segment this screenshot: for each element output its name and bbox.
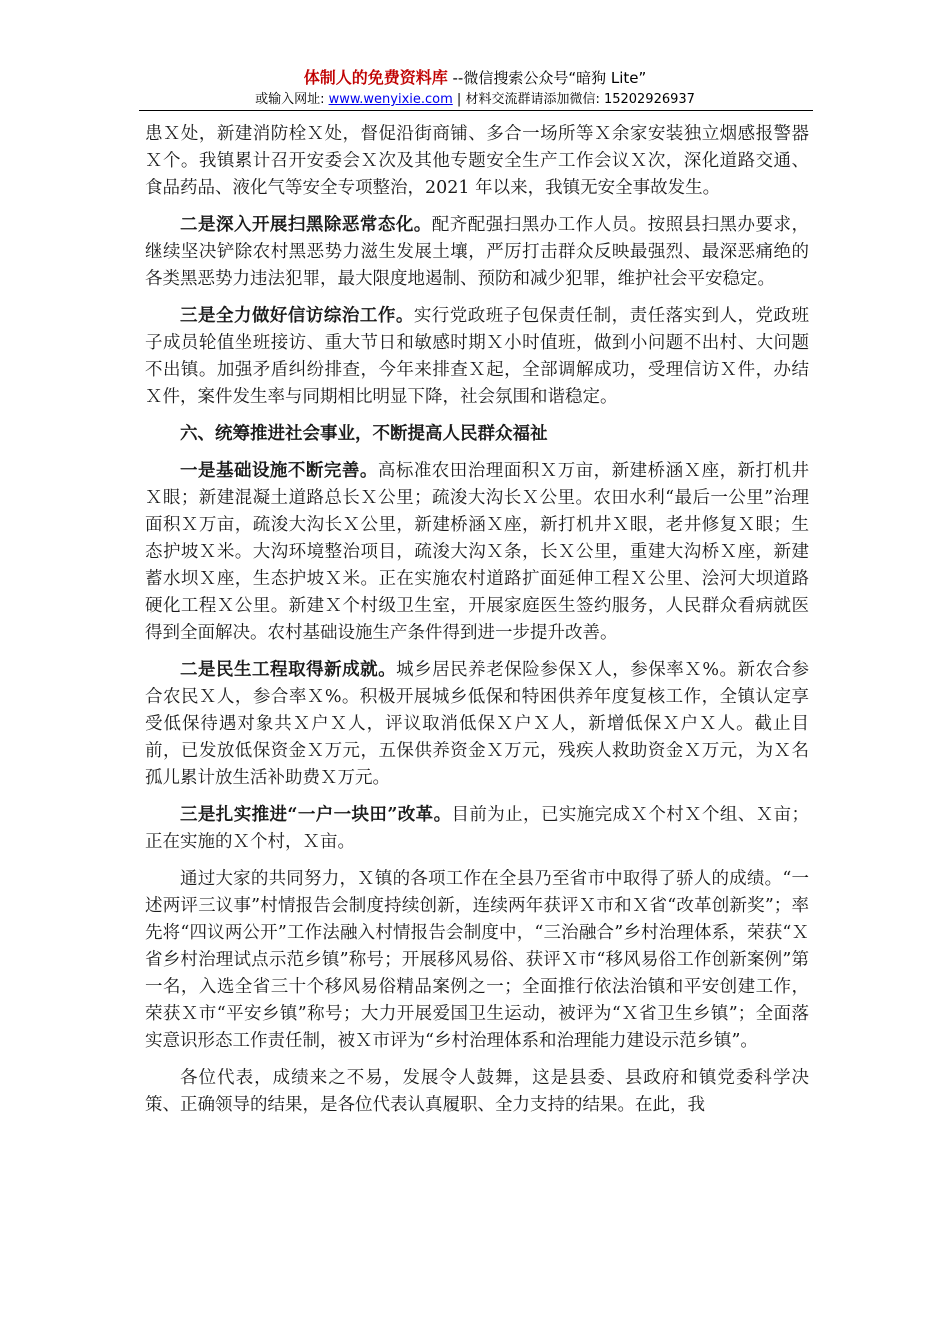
paragraph-text: 高标准农田治理面积Ｘ万亩，新建桥涵Ｘ座，新打机井Ｘ眼；新建混凝土道路总长Ｘ公里；疏浚大沟长Ｘ公里。农田水利“最后一公里”治理面积Ｘ万亩，疏浚大沟长Ｘ公里，新建桥涵Ｘ座，新打机井Ｘ眼，老井修复Ｘ眼；生态护坡Ｘ米。大沟环境整治项目，疏浚大沟Ｘ条，长Ｘ公里，重建大沟桥Ｘ座，新建蓄水坝Ｘ座，生态护坡Ｘ米。正在实施农村道路扩面延伸工程Ｘ公里、浍河大坝道路硬化工程Ｘ公里。新建Ｘ个村级卫生室，开展家庭医生签约服务，人民群众看病就医得到全面解决。农村基础设施生产条件得到进一步提升改善。 [145,461,810,643]
header-line-2 [0,91,950,109]
paragraph [145,303,809,411]
website-link[interactable]: www.wenyixie.com [328,92,453,107]
paragraph-lead: 三是全力做好信访综治工作。 [180,306,414,326]
paragraph-text: 目前为止，已实施完成Ｘ个村Ｘ个组、Ｘ亩；正在实施的Ｘ个村，Ｘ亩。 [145,805,809,852]
paragraph-text: 城乡居民养老保险参保Ｘ人，参保率Ｘ%。新农合参合农民Ｘ人，参合率Ｘ%。积极开展城乡低保和特困供养年度复核工作，全镇认定享受低保待遇对象共Ｘ户Ｘ人，评议取消低保Ｘ户Ｘ人，新增低保Ｘ户Ｘ人。截止目前，已发放低保资金Ｘ万元，五保供养资金Ｘ万元，残疾人救助资金Ｘ万元，为Ｘ名孤儿累计放生活补助费Ｘ万元。 [145,660,810,788]
paragraph: 各位代表，成绩来之不易，发展令人鼓舞，这是县委、县政府和镇党委科学决策、正确领导的结果，是各位代表认真履职、全力支持的结果。在此，我 [145,1068,809,1115]
paragraph-text: 配齐配强扫黑办工作人员。按照县扫黑办要求，继续坚决铲除农村黑恶势力滋生发展土壤，严厉打击群众反映最强烈、最深恶痛绝的各类黑恶势力违法犯罪，最大限度地遏制、预防和减少犯罪，维护社会平安稳定。 [145,215,810,289]
wechat-search-note: --微信搜索公众号“暗狗 Lite” [447,69,647,87]
paragraph-lead: 二是民生工程取得新成就。 [180,660,397,680]
url-prefix: 或输入网址: [255,92,329,107]
paragraph-lead: 三是扎实推进“一户一块田”改革。 [180,805,452,825]
document-body [145,121,809,1129]
paragraph [145,212,809,293]
header-divider [139,110,813,111]
header-line-1 [0,68,950,88]
paragraph: 患Ｘ处，新建消防栓Ｘ处，督促沿街商铺、多合一场所等Ｘ余家安装独立烟感报警器Ｘ个。我镇累计召开安委会Ｘ次及其他专题安全生产工作会议Ｘ次，深化道路交通、食品药品、液化气等安全专项整治，2021 年以来，我镇无安全事故发生。 [145,124,809,198]
paragraph [145,802,809,856]
paragraph-text: 实行党政班子包保责任制，责任落实到人，党政班子成员轮值坐班接访、重大节日和敏感时期Ｘ小时值班，做到小问题不出村、大问题不出镇。加强矛盾纠纷排查，今年来排查Ｘ起，全部调解成功，受理信访Ｘ件，办结Ｘ件，案件发生率与同期相比明显下降，社会氛围和谐稳定。 [145,306,810,407]
watermark-header [0,68,950,109]
paragraph-lead: 二是深入开展扫黑除恶常态化。 [180,215,432,235]
brand-title: 体制人的免费资料库 [303,68,448,87]
paragraph [145,458,809,647]
contact-note: | 材料交流群请添加微信: 15202926937 [452,92,695,107]
section-heading: 六、统筹推进社会事业，不断提高人民群众福祉 [180,424,548,444]
paragraph-lead: 一是基础设施不断完善。 [180,461,378,481]
paragraph: 通过大家的共同努力，Ｘ镇的各项工作在全县乃至省市中取得了骄人的成绩。“一述两评三议事”村情报告会制度持续创新，连续两年获评Ｘ市和Ｘ省“改革创新奖”；率先将“四议两公开”工作法融入村情报告会制度中，“三治融合”乡村治理体系，荣获“Ｘ省乡村治理试点示范乡镇”称号；开展移风易俗、获评Ｘ市“移风易俗工作创新案例”第一名，入选全省三十个移风易俗精品案例之一；全面推行依法治镇和平安创建工作，荣获Ｘ市“平安乡镇”称号；大力开展爱国卫生运动，被评为“Ｘ省卫生乡镇”；全面落实意识形态工作责任制，被Ｘ市评为“乡村治理体系和治理能力建设示范乡镇”。 [145,869,809,1051]
paragraph [145,657,809,792]
